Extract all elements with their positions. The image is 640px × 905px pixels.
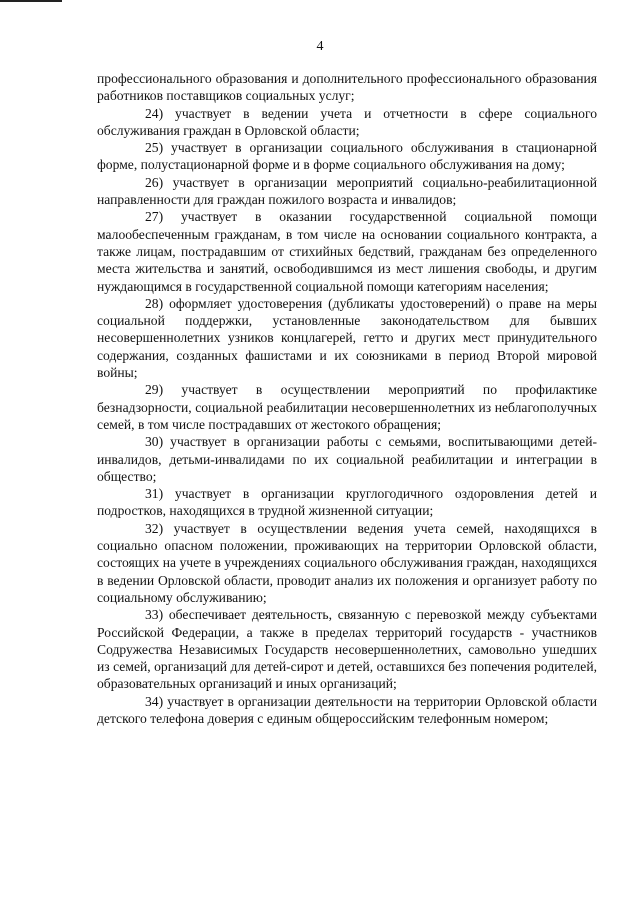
document-body	[97, 70, 597, 727]
paragraph-item-26: 26) участвует в организации мероприятий социально-реабилитационной направленности для граждан пожилого возраста и инвалидов;	[97, 174, 597, 208]
paragraph-item-27: 27) участвует в оказании государственной социальной помощи малообеспеченным гражданам, в том числе на основании социального контракта, а также лицам, пострадавшим от стихийных бедствий, гражданам без определенного места жительства и занятий, освободившимся из мест лишения свободы, и другим нуждающимся в государственной социальной помощи категориям населения;	[97, 209, 597, 294]
paragraph-item-32: 32) участвует в осуществлении ведения учета семей, находящихся в социально опасном положении, проживающих на территории Орловской области, состоящих на учете в учреждениях социального обслуживания граждан, находящихся в ведении Орловской области, проводит анализ их положения и организует работу по социальному обслуживанию;	[97, 520, 597, 605]
page-number: 4	[316, 39, 324, 54]
paragraph-item-29: 29) участвует в осуществлении мероприятий по профилактике безнадзорности, социальной реабилитации несовершеннолетних из неблагополучных семей, в том числе пострадавших от жестокого обращения;	[97, 382, 597, 432]
paragraph-continuation: профессионального образования и дополнительного профессионального образования работников поставщиков социальных услуг;	[97, 71, 597, 104]
paragraph-item-33: 33) обеспечивает деятельность, связанную с перевозкой между субъектами Российской Федерации, а также в пределах территорий государств - участников Содружества Независимых Государств несовершеннолетних, самовольно ушедших из семей, организаций для детей-сирот и детей, оставшихся без попечения родителей, образовательных организаций и иных организаций;	[97, 607, 597, 692]
paragraph-item-34: 34) участвует в организации деятельности на территории Орловской области детского телефона доверия с единым общероссийским телефонным номером;	[97, 693, 597, 726]
paragraph-item-30: 30) участвует в организации работы с семьями, воспитывающими детей-инвалидов, детьми-инвалидами по их социальной реабилитации и интеграции в общество;	[97, 434, 597, 484]
paragraph-item-31: 31) участвует в организации круглогодичного оздоровления детей и подростков, находящихся в трудной жизненной ситуации;	[97, 486, 597, 519]
paragraph-item-28: 28) оформляет удостоверения (дубликаты удостоверений) о праве на меры социальной поддержки, установленные законодательством для бывших несовершеннолетних узников концлагерей, гетто и других мест принудительного содержания, созданных фашистами и их союзниками в период Второй мировой войны;	[97, 295, 597, 381]
paragraph-item-24: 24) участвует в ведении учета и отчетности в сфере социального обслуживания граждан в Орловской области;	[97, 105, 597, 138]
paragraph-item-25: 25) участвует в организации социального обслуживания в стационарной форме, полустационарной форме и в форме социального обслуживания на дому;	[97, 140, 597, 173]
scan-corner-mark	[0, 0, 62, 2]
